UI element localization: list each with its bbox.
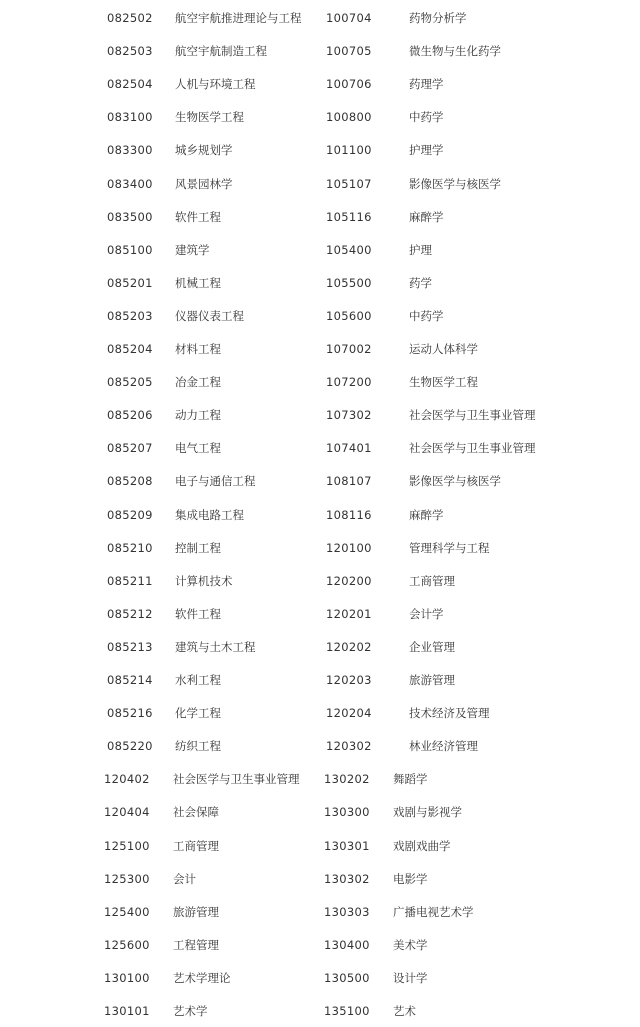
left-major-code: 130101	[104, 1004, 150, 1018]
right-major-code: 120200	[326, 573, 372, 588]
left-major-code: 085212	[107, 606, 153, 621]
table-row	[0, 701, 640, 725]
left-major-code: 125300	[104, 871, 150, 886]
table-row	[0, 635, 640, 659]
table-row	[0, 734, 640, 758]
right-major-code: 130301	[324, 838, 370, 853]
left-major-code: 085220	[107, 739, 153, 754]
left-major-code: 085204	[107, 342, 153, 356]
table-row	[0, 800, 640, 824]
left-major-name: 会计	[173, 871, 196, 886]
left-major-code: 085203	[107, 308, 153, 323]
right-major-name: 药理学	[409, 77, 444, 92]
left-major-name: 软件工程	[175, 209, 221, 224]
right-major-code: 120202	[326, 639, 372, 654]
right-major-code: 130400	[324, 937, 370, 952]
left-major-code: 085208	[107, 474, 153, 489]
left-major-code: 083100	[107, 110, 153, 125]
left-major-name: 冶金工程	[175, 375, 221, 390]
right-major-code: 135100	[324, 1004, 370, 1018]
left-major-code: 085211	[107, 573, 153, 588]
right-major-name: 戏剧与影视学	[393, 805, 462, 820]
left-major-name: 生物医学工程	[175, 110, 244, 125]
right-major-code: 107302	[326, 408, 372, 423]
left-major-code: 125100	[104, 838, 150, 853]
left-major-code: 085213	[107, 639, 153, 654]
right-major-code: 108107	[326, 474, 372, 489]
table-row	[0, 668, 640, 692]
right-major-code: 120201	[326, 606, 372, 621]
right-major-code: 105500	[326, 275, 372, 290]
table-row	[0, 238, 640, 262]
right-major-code: 130300	[324, 805, 370, 820]
right-major-code: 105400	[326, 242, 372, 257]
table-row	[0, 337, 640, 361]
right-major-code: 105107	[326, 176, 372, 191]
left-major-code: 125400	[104, 904, 150, 919]
left-major-name: 计算机技术	[175, 573, 233, 588]
left-major-code: 085216	[107, 706, 153, 721]
left-major-code: 085201	[107, 275, 153, 290]
left-major-name: 电子与通信工程	[175, 474, 256, 489]
right-major-code: 130500	[324, 970, 370, 985]
table-row	[0, 602, 640, 626]
right-major-name: 运动人体科学	[409, 342, 478, 356]
right-major-name: 设计学	[393, 970, 428, 985]
right-major-name: 麻醉学	[409, 209, 444, 224]
right-major-code: 105116	[326, 209, 372, 224]
right-major-name: 艺术	[393, 1004, 416, 1018]
right-major-name: 护理	[409, 242, 432, 257]
right-major-code: 100705	[326, 44, 372, 59]
right-major-name: 药物分析学	[409, 11, 467, 25]
table-row	[0, 271, 640, 295]
left-major-name: 艺术学	[173, 1004, 208, 1018]
right-major-code: 120203	[326, 673, 372, 687]
left-major-code: 085205	[107, 375, 153, 390]
right-major-name: 戏剧戏曲学	[393, 838, 451, 853]
table-row	[0, 6, 640, 30]
left-major-name: 动力工程	[175, 408, 221, 423]
left-major-name: 艺术学理论	[173, 970, 231, 985]
left-major-name: 集成电路工程	[175, 507, 244, 522]
right-major-code: 101100	[326, 143, 372, 158]
left-major-name: 旅游管理	[173, 904, 219, 919]
left-major-name: 工程管理	[173, 937, 219, 952]
table-row	[0, 39, 640, 63]
left-major-name: 软件工程	[175, 606, 221, 621]
left-major-code: 085100	[107, 242, 153, 257]
table-row	[0, 469, 640, 493]
table-row	[0, 172, 640, 196]
left-major-code: 085207	[107, 441, 153, 456]
right-major-name: 药学	[409, 275, 432, 290]
left-major-name: 建筑与土木工程	[175, 639, 256, 654]
left-major-name: 水利工程	[175, 673, 221, 687]
left-major-code: 083400	[107, 176, 153, 191]
right-major-code: 120100	[326, 540, 372, 555]
right-major-name: 美术学	[393, 937, 428, 952]
left-major-name: 电气工程	[175, 441, 221, 456]
table-row	[0, 767, 640, 791]
left-major-code: 085214	[107, 673, 153, 687]
left-major-name: 建筑学	[175, 242, 210, 257]
left-major-name: 社会保障	[173, 805, 219, 820]
table-row	[0, 304, 640, 328]
right-major-name: 管理科学与工程	[409, 540, 490, 555]
left-major-name: 工商管理	[173, 838, 219, 853]
table-row	[0, 503, 640, 527]
left-major-name: 机械工程	[175, 275, 221, 290]
right-major-code: 105600	[326, 308, 372, 323]
table-row	[0, 138, 640, 162]
left-major-name: 纺织工程	[175, 739, 221, 754]
left-major-name: 航空宇航推进理论与工程	[175, 11, 302, 25]
right-major-name: 技术经济及管理	[409, 706, 490, 721]
table-row	[0, 536, 640, 560]
right-major-name: 麻醉学	[409, 507, 444, 522]
right-major-name: 中药学	[409, 110, 444, 125]
table-row	[0, 966, 640, 990]
left-major-code: 125600	[104, 937, 150, 952]
right-major-name: 会计学	[409, 606, 444, 621]
left-major-name: 人机与环境工程	[175, 77, 256, 92]
right-major-code: 100704	[326, 11, 372, 25]
left-major-name: 材料工程	[175, 342, 221, 356]
right-major-name: 社会医学与卫生事业管理	[409, 441, 536, 456]
left-major-code: 085209	[107, 507, 153, 522]
left-major-name: 社会医学与卫生事业管理	[173, 772, 300, 787]
left-major-code: 083500	[107, 209, 153, 224]
table-row	[0, 436, 640, 460]
right-major-name: 社会医学与卫生事业管理	[409, 408, 536, 423]
table-row	[0, 999, 640, 1023]
left-major-code: 082504	[107, 77, 153, 92]
right-major-name: 舞蹈学	[393, 772, 428, 787]
left-major-name: 仪器仪表工程	[175, 308, 244, 323]
table-row	[0, 569, 640, 593]
right-major-name: 护理学	[409, 143, 444, 158]
right-major-code: 120302	[326, 739, 372, 754]
right-major-code: 100800	[326, 110, 372, 125]
right-major-code: 107002	[326, 342, 372, 356]
left-major-code: 120404	[104, 805, 150, 820]
right-major-name: 旅游管理	[409, 673, 455, 687]
right-major-code: 107401	[326, 441, 372, 456]
left-major-code: 082503	[107, 44, 153, 59]
right-major-code: 107200	[326, 375, 372, 390]
left-major-name: 风景园林学	[175, 176, 233, 191]
right-major-name: 生物医学工程	[409, 375, 478, 390]
right-major-name: 微生物与生化药学	[409, 44, 501, 59]
table-row	[0, 205, 640, 229]
right-major-name: 广播电视艺术学	[393, 904, 474, 919]
right-major-code: 130302	[324, 871, 370, 886]
right-major-name: 影像医学与核医学	[409, 474, 501, 489]
left-major-name: 城乡规划学	[175, 143, 233, 158]
table-row	[0, 370, 640, 394]
right-major-name: 林业经济管理	[409, 739, 478, 754]
right-major-code: 100706	[326, 77, 372, 92]
right-major-code: 120204	[326, 706, 372, 721]
right-major-code: 130303	[324, 904, 370, 919]
table-row	[0, 403, 640, 427]
left-major-code: 085206	[107, 408, 153, 423]
right-major-code: 108116	[326, 507, 372, 522]
table-row	[0, 72, 640, 96]
left-major-code: 083300	[107, 143, 153, 158]
right-major-name: 电影学	[393, 871, 428, 886]
table-row	[0, 900, 640, 924]
left-major-name: 控制工程	[175, 540, 221, 555]
left-major-code: 085210	[107, 540, 153, 555]
table-row	[0, 834, 640, 858]
right-major-name: 工商管理	[409, 573, 455, 588]
left-major-code: 082502	[107, 11, 153, 25]
table-row	[0, 933, 640, 957]
table-row	[0, 105, 640, 129]
left-major-name: 化学工程	[175, 706, 221, 721]
right-major-name: 中药学	[409, 308, 444, 323]
right-major-code: 130202	[324, 772, 370, 787]
right-major-name: 影像医学与核医学	[409, 176, 501, 191]
left-major-code: 120402	[104, 772, 150, 787]
left-major-name: 航空宇航制造工程	[175, 44, 267, 59]
left-major-code: 130100	[104, 970, 150, 985]
table-row	[0, 867, 640, 891]
right-major-name: 企业管理	[409, 639, 455, 654]
